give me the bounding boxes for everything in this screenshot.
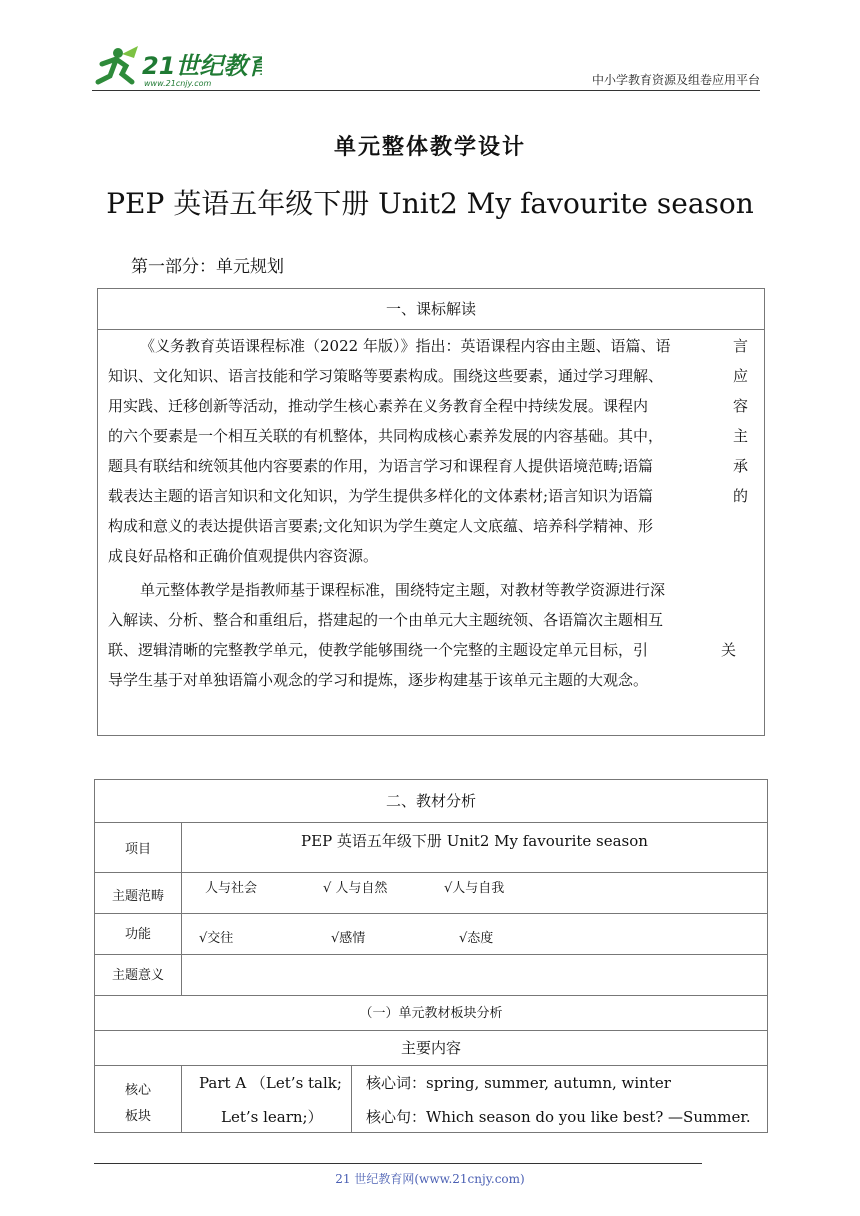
runner-logo-icon <box>92 44 262 92</box>
analysis-table <box>94 779 768 1133</box>
item-row <box>95 822 767 873</box>
part-a-label: Let’s learn;） <box>221 1108 323 1126</box>
paragraph-line: 的六个要素是一个相互关联的有机整体，共同构成核心素养发展的内容基础。其中， 主 <box>108 427 748 445</box>
meaning-label: 主题意义 <box>111 968 164 983</box>
meaning-row <box>95 955 767 996</box>
site-logo <box>92 44 262 92</box>
analysis-heading-row <box>95 780 767 823</box>
item-value: PEP 英语五年级下册 Unit2 My favourite season <box>301 832 648 850</box>
function-option: √态度 <box>459 931 494 946</box>
paragraph-line: 构成和意义的表达提供语言要素;文化知识为学生奠定人文底蕴、培养科学精神、形 <box>108 517 654 535</box>
header-divider <box>92 90 760 91</box>
section-label: 第一部分：单元规划 <box>131 257 284 277</box>
function-option: √感情 <box>331 931 366 946</box>
paragraph-line: 导学生基于对单独语篇小观念的学习和提炼，逐步构建基于该单元主题的大观念。 <box>108 671 649 689</box>
core-label: 核心 板块 <box>124 1083 151 1124</box>
paragraph-line: 题具有联结和统领其他内容要素的作用，为语言学习和课程育人提供语境范畴;语篇 承 <box>108 457 748 475</box>
document-subtitle: PEP 英语五年级下册 Unit2 My favourite season <box>106 187 754 220</box>
main-content-label: 主要内容 <box>400 1039 461 1057</box>
paragraph-line: 知识、文化知识、语言技能和学习策略等要素构成。围绕这些要素，通过学习理解、 应 <box>108 367 748 385</box>
footer-divider <box>94 1163 702 1164</box>
footer-link[interactable]: 21 世纪教育网(www.21cnjy.com) <box>335 1172 525 1186</box>
function-row <box>95 914 767 955</box>
paragraph-line: 成良好品格和正确价值观提供内容资源。 <box>108 547 379 565</box>
analysis-heading: 二、教材分析 <box>385 792 476 810</box>
paragraph-line: 用实践、迁移创新等活动，推动学生核心素养在义务教育全程中持续发展。课程内 容 <box>108 397 748 415</box>
main-content-row <box>95 1031 767 1066</box>
document-title: 单元整体教学设计 <box>333 135 526 160</box>
module-heading-row <box>95 996 767 1031</box>
part-a-label: Part A （Let’s talk; <box>199 1074 342 1092</box>
module-heading: （一）单元教材板块分析 <box>359 1006 503 1021</box>
theme-option: √ 人与自然 <box>323 881 388 896</box>
theme-label: 主题范畴 <box>111 889 164 904</box>
core-words: 核心词：spring, summer, autumn, winter <box>366 1074 671 1092</box>
svg-text:21世纪教育: 21世纪教育 <box>142 52 262 80</box>
paragraph-line: 联、逻辑清晰的完整教学单元，使教学能够围绕一个完整的主题设定单元目标，引 关 <box>108 641 736 659</box>
theme-row <box>95 873 767 914</box>
core-sentence: 核心句：Which season do you like best? —Summer. <box>366 1108 751 1126</box>
paragraph-line: 载表达主题的语言知识和文化知识，为学生提供多样化的文体素材;语言知识为语篇 的 <box>108 487 748 505</box>
theme-option: 人与社会 <box>205 881 258 896</box>
item-label: 项目 <box>124 842 151 857</box>
paragraph-line: 入解读、分析、整合和重组后，搭建起的一个由单元大主题统领、各语篇次主题相互 <box>108 611 664 629</box>
header-platform-text: 中小学教育资源及组卷应用平台 <box>591 73 760 87</box>
theme-option: √人与自我 <box>444 881 505 896</box>
paragraph-line: 单元整体教学是指教师基于课程标准，围绕特定主题，对教材等教学资源进行深 <box>140 581 666 599</box>
standards-heading: 一、课标解读 <box>98 289 764 330</box>
function-option: √交往 <box>199 931 234 946</box>
standards-table <box>97 288 765 736</box>
paragraph-line: 《义务教育英语课程标准（2022 年版）》指出：英语课程内容由主题、语篇、语 言 <box>140 337 748 355</box>
core-row <box>95 1066 767 1132</box>
meaning-value <box>191 955 767 995</box>
function-label: 功能 <box>124 927 151 942</box>
svg-text:www.21cnjy.com: www.21cnjy.com <box>144 79 212 88</box>
